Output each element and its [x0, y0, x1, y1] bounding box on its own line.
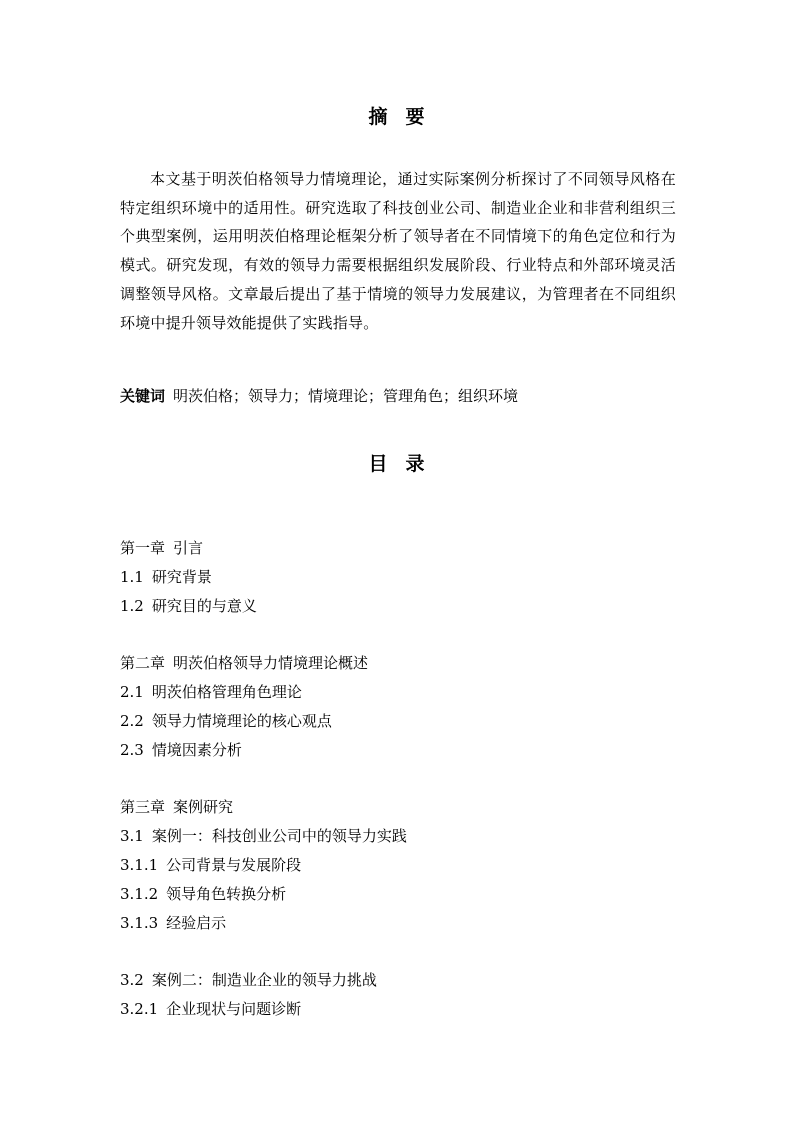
toc-entry [120, 796, 233, 818]
toc-entry-number: 1.1 [120, 568, 144, 586]
toc-entry [120, 825, 407, 847]
toc-entry-number: 第三章 [120, 798, 166, 816]
keywords-text: 明茨伯格；领导力；情境理论；管理角色；组织环境 [173, 387, 519, 405]
toc-entry-number: 1.2 [120, 597, 144, 615]
toc-entry [120, 537, 203, 559]
toc-entry [120, 883, 286, 905]
toc-entry-number: 3.1 [120, 827, 144, 845]
toc-entry [120, 595, 257, 617]
toc-entry-title: 情境因素分析 [151, 741, 242, 759]
abstract-heading: 摘要 [368, 106, 443, 128]
toc-entry-title: 企业现状与问题诊断 [166, 1000, 302, 1018]
toc-entry-title: 领导角色转换分析 [166, 885, 287, 903]
toc-entry-number: 3.2.1 [120, 1000, 159, 1018]
toc-entry-title: 案例一：科技创业公司中的领导力实践 [151, 827, 407, 845]
toc-entry-number: 3.1.2 [120, 885, 159, 903]
toc-entry-title: 领导力情境理论的核心观点 [151, 712, 332, 730]
keywords-line [120, 384, 676, 408]
toc-entry-title: 案例研究 [173, 798, 234, 816]
toc-entry-number: 3.1.3 [120, 914, 159, 932]
toc-entry-number: 2.2 [120, 712, 144, 730]
toc-entry [120, 854, 301, 876]
toc-entry-title: 研究目的与意义 [151, 597, 257, 615]
abstract-body: 本文基于明茨伯格领导力情境理论，通过实际案例分析探讨了不同领导风格在特定组织环境中的适用性。研究选取了科技创业公司、制造业企业和非营利组织三个典型案例，运用明茨伯格理论框架分析了领导者在不同情境下的角色定位和行为模式。研究发现，有效的领导力需要根据组织发展阶段、行业特点和外部环境灵活调整领导风格。文章最后提出了基于情境的领导力发展建议，为管理者在不同组织环境中提升领导效能提供了实践指导。 [120, 170, 676, 332]
toc-entry [120, 912, 226, 934]
toc-entry-title: 公司背景与发展阶段 [166, 856, 302, 874]
toc-entry-number: 第一章 [120, 539, 166, 557]
toc-entry-number: 3.1.1 [120, 856, 159, 874]
toc-entry [120, 681, 302, 703]
toc-entry-number: 2.3 [120, 741, 144, 759]
toc-entry-number: 第二章 [120, 654, 166, 672]
toc-heading: 目录 [368, 453, 443, 475]
toc-entry [120, 652, 368, 674]
toc-entry-number: 3.2 [120, 971, 144, 989]
toc-entry [120, 566, 212, 588]
toc-entry [120, 969, 377, 991]
toc-entry-title: 明茨伯格管理角色理论 [151, 683, 302, 701]
toc-entry [120, 710, 332, 732]
toc-entry-title: 引言 [173, 539, 204, 557]
toc-entry-number: 2.1 [120, 683, 144, 701]
toc-entry [120, 998, 301, 1020]
toc-entry [120, 739, 242, 761]
keywords-label: 关键词 [120, 387, 166, 405]
toc-entry-title: 案例二：制造业企业的领导力挑战 [151, 971, 377, 989]
toc-entry-title: 研究背景 [151, 568, 212, 586]
toc-entry-title: 明茨伯格领导力情境理论概述 [173, 654, 369, 672]
toc-entry-title: 经验启示 [166, 914, 227, 932]
